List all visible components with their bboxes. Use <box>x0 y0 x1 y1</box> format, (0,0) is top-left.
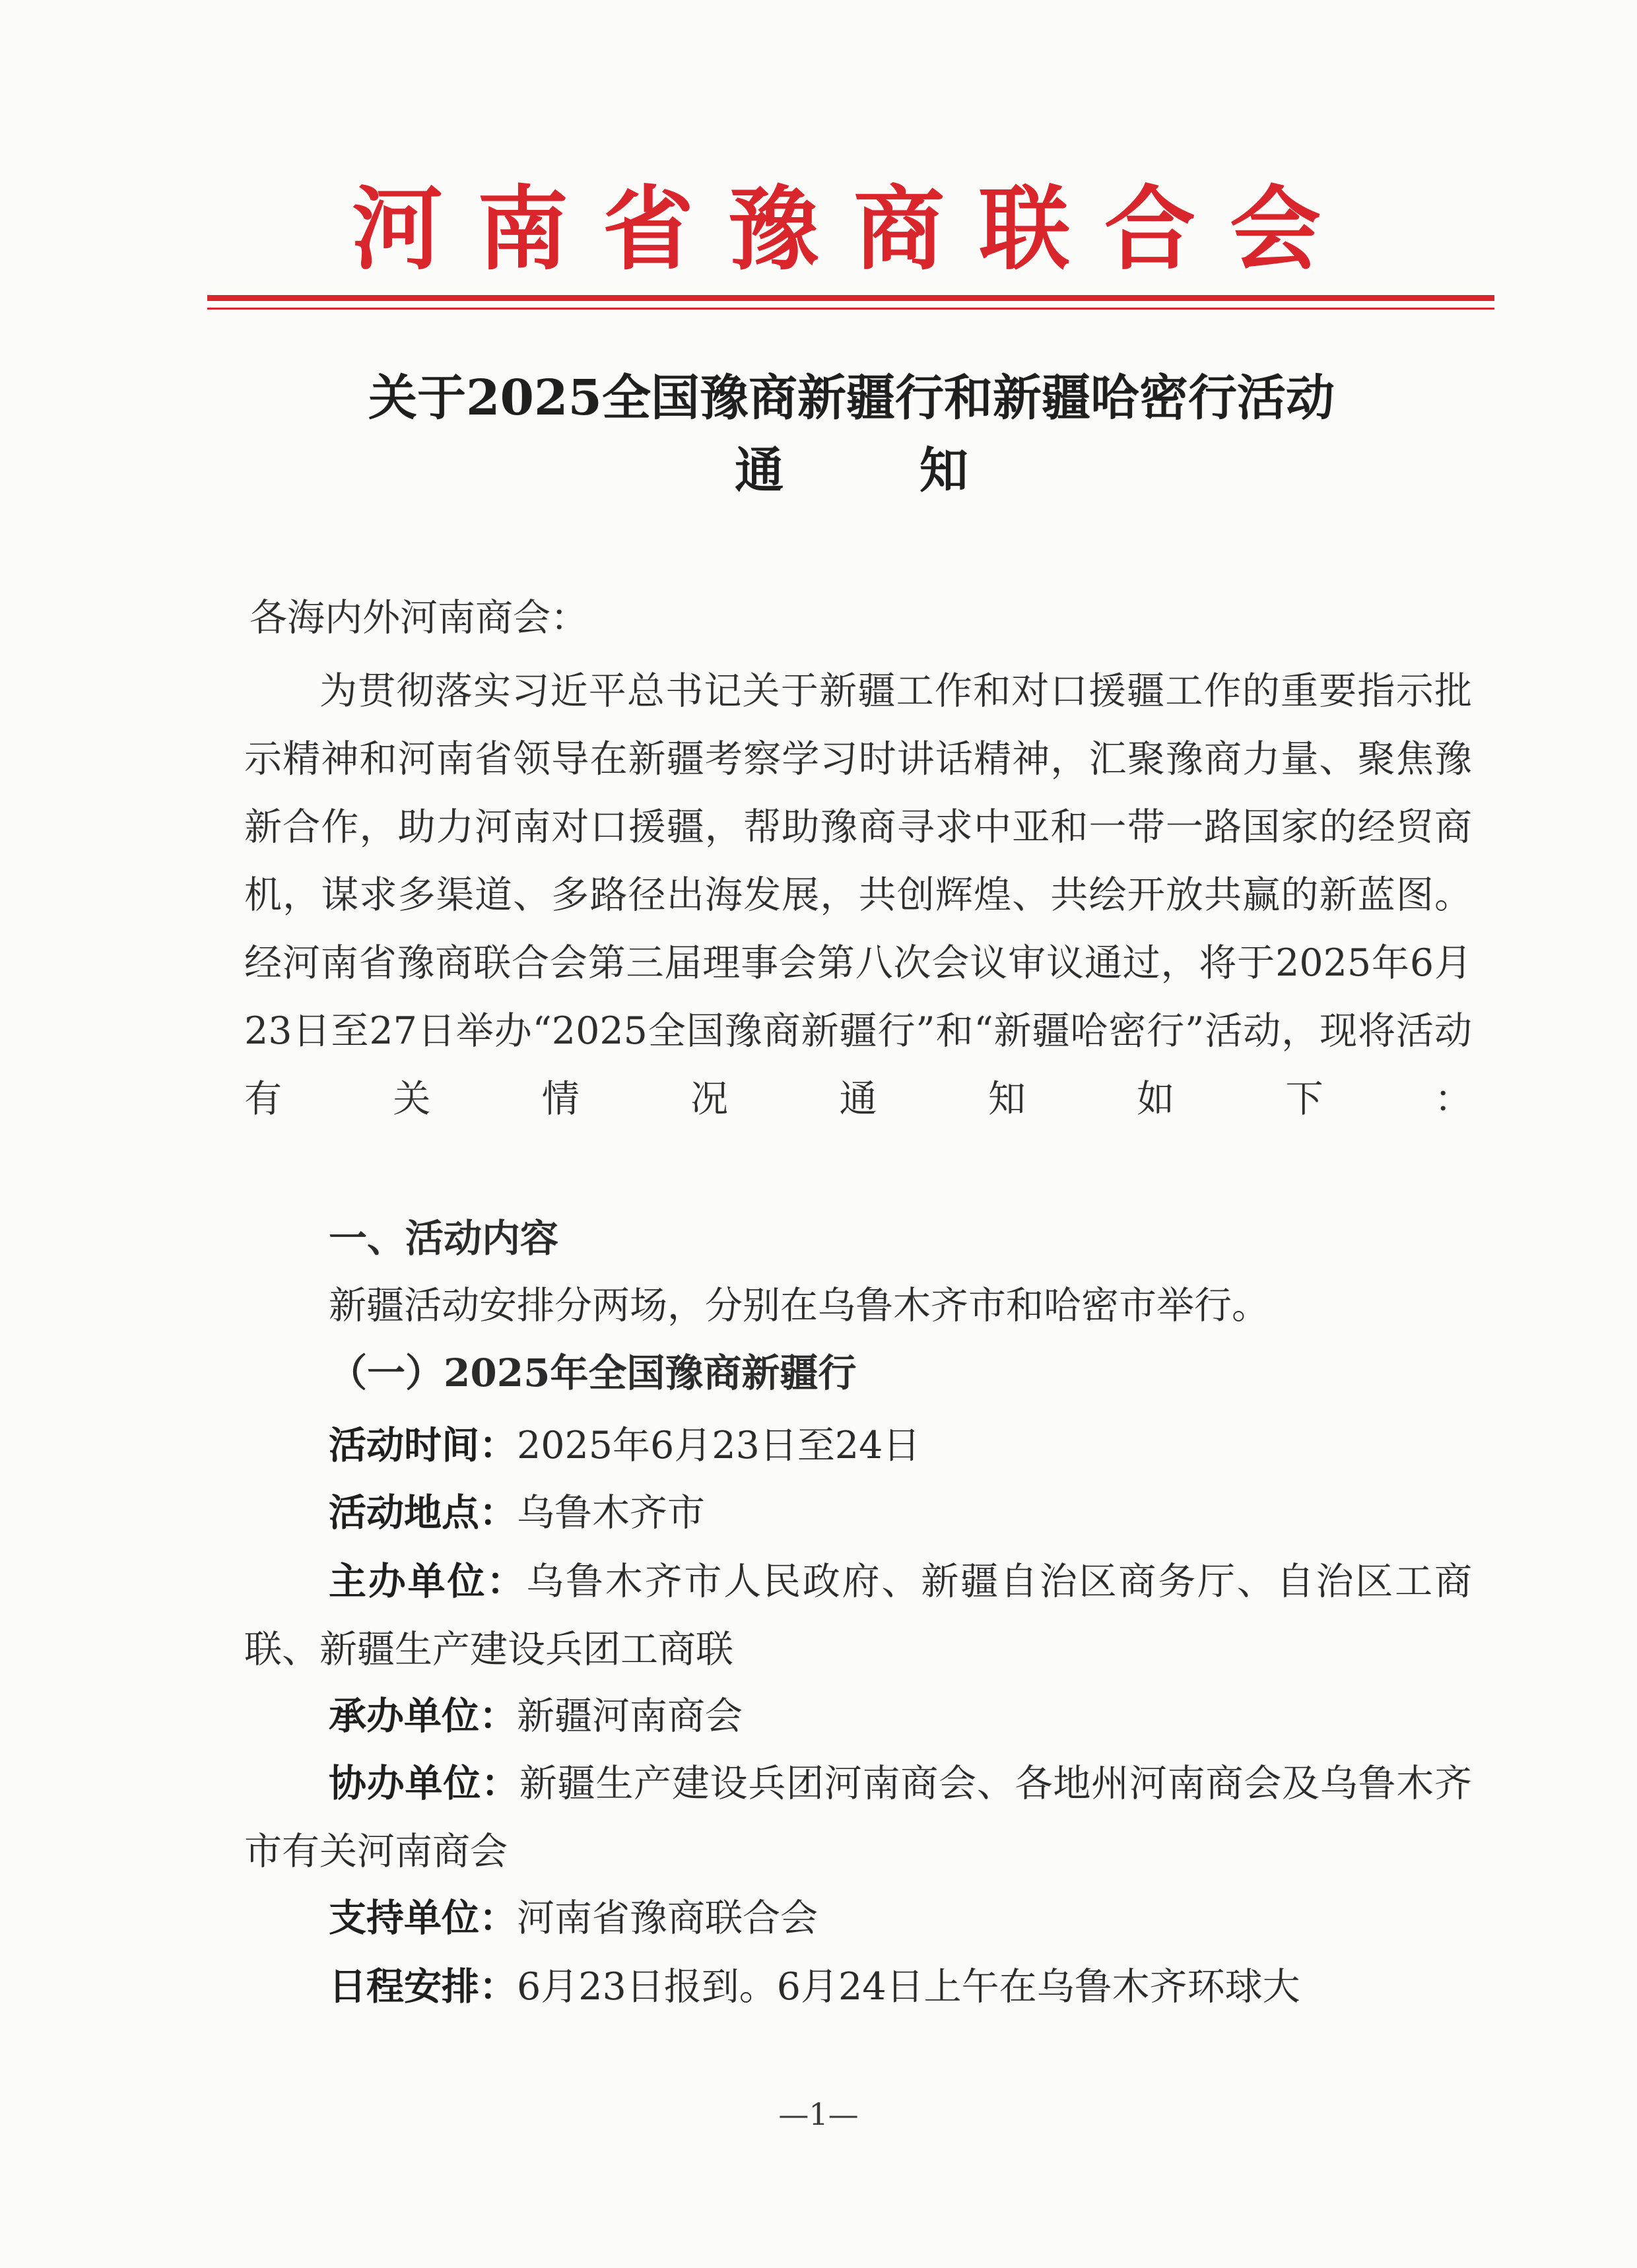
field-label: 主办单位： <box>329 1559 527 1603</box>
masthead-divider-thin <box>207 308 1494 310</box>
field-label: 活动地点： <box>329 1490 517 1535</box>
field-activity-time <box>244 1411 1472 1480</box>
field-value: 6月23日报到。6月24日上午在乌鲁木齐环球大 <box>517 1965 1300 2009</box>
field-value: 新疆生产建设兵团河南商会、各地州河南商会及乌鲁木齐市有关河南商会 <box>244 1762 1473 1873</box>
field-label: 活动时间： <box>329 1423 517 1467</box>
organization-masthead: 河南省豫商联合会 <box>351 175 1355 283</box>
field-schedule <box>244 1952 1472 2021</box>
field-label: 日程安排： <box>329 1964 517 2009</box>
field-value: 河南省豫商联合会 <box>517 1896 818 1940</box>
document-title-line1: 关于2025全国豫商新疆行和新疆哈密行活动 <box>368 370 1335 426</box>
field-value: 新疆河南商会 <box>517 1694 743 1738</box>
document-title-line2: 通 知 <box>735 442 1028 499</box>
field-value: 2025年6月23日至24日 <box>517 1424 921 1467</box>
masthead-divider-thick <box>207 295 1494 301</box>
section-heading-activity-content: 一、活动内容 <box>329 1216 559 1261</box>
intro-paragraph-text: 为贯彻落实习近平总书记关于新疆工作和对口援疆工作的重要指示批示精神和河南省领导在新疆考察学习时讲话精神，汇聚豫商力量、聚焦豫新合作，助力河南对口援疆，帮助豫商寻求中亚和一带一路国家的经贸商机，谋求多渠道、多路径出海发展，共创辉煌、共绘开放共赢的新蓝图。经河南省豫商联合会第三届理事会第八次会议审议通过，将于2025年6月23日至27日举办“2025全国豫商新疆行”和“新疆哈密行”活动，现将活动有关情况通知如下： <box>244 669 1472 1121</box>
field-host <box>244 1547 1472 1684</box>
section-summary: 新疆活动安排分两场，分别在乌鲁木齐市和哈密市举行。 <box>329 1284 1269 1327</box>
field-label: 支持单位： <box>329 1896 517 1940</box>
intro-paragraph <box>244 657 1472 1133</box>
field-co-organizer <box>244 1749 1472 1886</box>
field-supporter <box>244 1884 1472 1952</box>
page-number: —1— <box>778 2096 859 2132</box>
field-activity-location <box>244 1479 1472 1547</box>
salutation: 各海内外河南商会： <box>250 596 588 640</box>
field-label: 协办单位： <box>329 1761 519 1805</box>
field-value: 乌鲁木齐市人民政府、新疆自治区商务厅、自治区工商联、新疆生产建设兵团工商联 <box>244 1560 1473 1671</box>
subsection-heading-xinjiang-tour: （一）2025年全国豫商新疆行 <box>329 1351 857 1395</box>
field-value: 乌鲁木齐市 <box>517 1491 705 1535</box>
document-title <box>132 362 1571 507</box>
field-label: 承办单位： <box>329 1694 517 1738</box>
field-organizer <box>244 1682 1472 1751</box>
